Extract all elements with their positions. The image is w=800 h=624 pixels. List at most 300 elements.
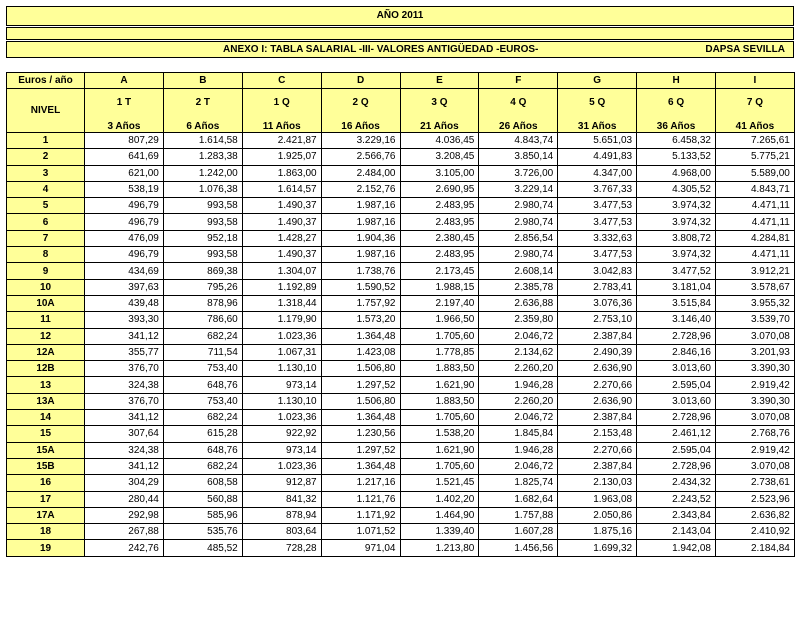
value-cell: 2.783,41 [558,279,637,295]
level-cell: 15B [7,458,85,474]
value-cell: 1.883,50 [400,393,479,409]
value-cell: 1.464,90 [400,507,479,523]
corner-label: Euros / año [7,73,85,89]
value-cell: 2.134,62 [479,344,558,360]
value-cell: 2.919,42 [716,377,795,393]
table-header [7,73,795,133]
value-cell: 2.636,82 [716,507,795,523]
value-cell: 1.130,10 [242,393,321,409]
value-cell: 4.968,00 [637,165,716,181]
column-letter: D [321,73,400,89]
value-cell: 1.705,60 [400,328,479,344]
column-code: 4 Q [479,89,558,117]
value-cell: 1.230,56 [321,426,400,442]
value-cell: 912,87 [242,475,321,491]
value-cell: 1.423,08 [321,344,400,360]
value-cell: 1.925,07 [242,149,321,165]
value-cell: 3.390,30 [716,361,795,377]
value-cell: 2.523,96 [716,491,795,507]
value-cell: 4.036,45 [400,133,479,149]
level-cell: 11 [7,312,85,328]
value-cell: 1.573,20 [321,312,400,328]
value-cell: 485,52 [163,540,242,556]
value-cell: 1.705,60 [400,410,479,426]
value-cell: 952,18 [163,230,242,246]
value-cell: 1.213,80 [400,540,479,556]
value-cell: 1.757,88 [479,507,558,523]
level-cell: 3 [7,165,85,181]
value-cell: 1.699,32 [558,540,637,556]
table-row [7,247,795,263]
level-cell: 8 [7,247,85,263]
value-cell: 711,54 [163,344,242,360]
value-cell: 3.578,67 [716,279,795,295]
value-cell: 2.483,95 [400,198,479,214]
value-cell: 2.380,45 [400,230,479,246]
value-cell: 1.490,37 [242,247,321,263]
value-cell: 2.566,76 [321,149,400,165]
value-cell: 1.428,27 [242,230,321,246]
value-cell: 3.208,45 [400,149,479,165]
level-cell: 18 [7,524,85,540]
value-cell: 3.808,72 [637,230,716,246]
column-code: 3 Q [400,89,479,117]
column-letter: I [716,73,795,89]
table-row [7,133,795,149]
value-cell: 1.621,90 [400,442,479,458]
value-cell: 2.768,76 [716,426,795,442]
value-cell: 3.850,14 [479,149,558,165]
value-cell: 1.130,10 [242,361,321,377]
value-cell: 1.538,20 [400,426,479,442]
value-cell: 1.607,28 [479,524,558,540]
value-cell: 2.483,95 [400,247,479,263]
table-row [7,263,795,279]
value-cell: 341,12 [85,458,164,474]
value-cell: 1.023,36 [242,328,321,344]
value-cell: 2.753,10 [558,312,637,328]
column-letter: A [85,73,164,89]
table-body [7,133,795,557]
value-cell: 1.614,57 [242,181,321,197]
column-years-row [7,116,795,133]
value-cell: 324,38 [85,377,164,393]
value-cell: 355,77 [85,344,164,360]
value-cell: 4.471,11 [716,247,795,263]
value-cell: 753,40 [163,361,242,377]
value-cell: 397,63 [85,279,164,295]
level-cell: 4 [7,181,85,197]
value-cell: 1.283,38 [163,149,242,165]
salary-table [6,72,795,557]
value-cell: 2.608,14 [479,263,558,279]
value-cell: 4.843,74 [479,133,558,149]
value-cell: 3.912,21 [716,263,795,279]
company-name: DAPSA SEVILLA [705,44,785,55]
table-row [7,165,795,181]
column-letter: G [558,73,637,89]
value-cell: 304,29 [85,475,164,491]
value-cell: 753,40 [163,393,242,409]
value-cell: 1.023,36 [242,458,321,474]
value-cell: 4.305,52 [637,181,716,197]
value-cell: 1.963,08 [558,491,637,507]
table-row [7,410,795,426]
value-cell: 434,69 [85,263,164,279]
value-cell: 993,58 [163,214,242,230]
value-cell: 2.490,39 [558,344,637,360]
value-cell: 2.243,52 [637,491,716,507]
value-cell: 993,58 [163,198,242,214]
value-cell: 6.458,32 [637,133,716,149]
value-cell: 1.987,16 [321,198,400,214]
value-cell: 878,96 [163,295,242,311]
table-row [7,442,795,458]
value-cell: 5.589,00 [716,165,795,181]
table-row [7,458,795,474]
value-cell: 1.825,74 [479,475,558,491]
value-cell: 4.347,00 [558,165,637,181]
table-row [7,149,795,165]
value-cell: 2.738,61 [716,475,795,491]
column-years: 6 Años [163,116,242,133]
value-cell: 1.456,56 [479,540,558,556]
column-letter: C [242,73,321,89]
value-cell: 621,00 [85,165,164,181]
value-cell: 1.757,92 [321,295,400,311]
table-row [7,361,795,377]
value-cell: 1.778,85 [400,344,479,360]
value-cell: 1.946,28 [479,442,558,458]
column-code: 2 T [163,89,242,117]
value-cell: 648,76 [163,442,242,458]
value-cell: 476,09 [85,230,164,246]
value-cell: 2.130,03 [558,475,637,491]
value-cell: 1.067,31 [242,344,321,360]
level-cell: 6 [7,214,85,230]
value-cell: 878,94 [242,507,321,523]
value-cell: 2.728,96 [637,328,716,344]
value-cell: 682,24 [163,458,242,474]
level-cell: 19 [7,540,85,556]
column-letter: F [479,73,558,89]
table-row [7,328,795,344]
year-title: AÑO 2011 [376,10,424,21]
column-years: 3 Años [85,116,164,133]
column-years: 31 Años [558,116,637,133]
value-cell: 1.121,76 [321,491,400,507]
value-cell: 3.070,08 [716,458,795,474]
value-cell: 5.775,21 [716,149,795,165]
column-letter: E [400,73,479,89]
value-cell: 3.229,16 [321,133,400,149]
value-cell: 3.767,33 [558,181,637,197]
level-cell: 1 [7,133,85,149]
table-row [7,524,795,540]
table-row [7,230,795,246]
value-cell: 1.506,80 [321,393,400,409]
value-cell: 3.076,36 [558,295,637,311]
value-cell: 1.946,28 [479,377,558,393]
value-cell: 3.013,60 [637,361,716,377]
table-row [7,198,795,214]
table-row [7,507,795,523]
value-cell: 2.483,95 [400,214,479,230]
value-cell: 1.297,52 [321,377,400,393]
table-row [7,312,795,328]
value-cell: 3.477,52 [637,263,716,279]
level-cell: 10 [7,279,85,295]
value-cell: 3.477,53 [558,198,637,214]
column-years: 11 Años [242,116,321,133]
value-cell: 2.197,40 [400,295,479,311]
value-cell: 2.184,84 [716,540,795,556]
value-cell: 2.387,84 [558,410,637,426]
table-subtitle: ANEXO I: TABLA SALARIAL -III- VALORES ANTIGÜEDAD -EUROS- [223,44,539,55]
value-cell: 807,29 [85,133,164,149]
value-cell: 439,48 [85,295,164,311]
value-cell: 1.682,64 [479,491,558,507]
value-cell: 585,96 [163,507,242,523]
value-cell: 292,98 [85,507,164,523]
value-cell: 1.217,16 [321,475,400,491]
value-cell: 4.491,83 [558,149,637,165]
level-cell: 10A [7,295,85,311]
value-cell: 3.974,32 [637,198,716,214]
value-cell: 1.614,58 [163,133,242,149]
value-cell: 3.013,60 [637,393,716,409]
value-cell: 2.728,96 [637,458,716,474]
value-cell: 1.590,52 [321,279,400,295]
value-cell: 341,12 [85,328,164,344]
value-cell: 2.595,04 [637,442,716,458]
value-cell: 2.270,66 [558,377,637,393]
value-cell: 648,76 [163,377,242,393]
level-cell: 12A [7,344,85,360]
value-cell: 2.636,88 [479,295,558,311]
value-cell: 3.181,04 [637,279,716,295]
value-cell: 786,60 [163,312,242,328]
value-cell: 1.297,52 [321,442,400,458]
table-row [7,295,795,311]
value-cell: 1.402,20 [400,491,479,507]
table-row [7,393,795,409]
value-cell: 2.484,00 [321,165,400,181]
column-years: 41 Años [716,116,795,133]
column-years: 36 Años [637,116,716,133]
value-cell: 2.046,72 [479,410,558,426]
level-cell: 12 [7,328,85,344]
value-cell: 973,14 [242,442,321,458]
table-row [7,214,795,230]
value-cell: 1.738,76 [321,263,400,279]
value-cell: 5.133,52 [637,149,716,165]
value-cell: 4.471,11 [716,214,795,230]
value-cell: 1.705,60 [400,458,479,474]
value-cell: 2.153,48 [558,426,637,442]
value-cell: 682,24 [163,410,242,426]
column-code: 2 Q [321,89,400,117]
value-cell: 2.636,90 [558,393,637,409]
value-cell: 803,64 [242,524,321,540]
value-cell: 2.260,20 [479,361,558,377]
value-cell: 1.987,16 [321,247,400,263]
value-cell: 496,79 [85,247,164,263]
value-cell: 4.471,11 [716,198,795,214]
value-cell: 3.955,32 [716,295,795,311]
value-cell: 2.434,32 [637,475,716,491]
value-cell: 3.229,14 [479,181,558,197]
value-cell: 2.919,42 [716,442,795,458]
value-cell: 1.339,40 [400,524,479,540]
level-cell: 13A [7,393,85,409]
value-cell: 1.966,50 [400,312,479,328]
value-cell: 1.023,36 [242,410,321,426]
value-cell: 971,04 [321,540,400,556]
value-cell: 1.490,37 [242,198,321,214]
value-cell: 2.173,45 [400,263,479,279]
value-cell: 1.490,37 [242,214,321,230]
value-cell: 3.974,32 [637,214,716,230]
value-cell: 1.192,89 [242,279,321,295]
table-row [7,377,795,393]
level-cell: 15 [7,426,85,442]
table-row [7,181,795,197]
column-code: 5 Q [558,89,637,117]
value-cell: 2.856,54 [479,230,558,246]
table-row [7,475,795,491]
value-cell: 267,88 [85,524,164,540]
value-cell: 1.988,15 [400,279,479,295]
value-cell: 538,19 [85,181,164,197]
value-cell: 1.875,16 [558,524,637,540]
level-cell: 12B [7,361,85,377]
value-cell: 3.477,53 [558,247,637,263]
value-cell: 2.728,96 [637,410,716,426]
value-cell: 973,14 [242,377,321,393]
value-cell: 3.105,00 [400,165,479,181]
value-cell: 1.987,16 [321,214,400,230]
value-cell: 376,70 [85,393,164,409]
value-cell: 1.318,44 [242,295,321,311]
value-cell: 1.071,52 [321,524,400,540]
value-cell: 496,79 [85,214,164,230]
value-cell: 1.506,80 [321,361,400,377]
subtitle-bar [6,41,794,58]
level-cell: 17A [7,507,85,523]
column-letter: H [637,73,716,89]
column-code: 1 Q [242,89,321,117]
value-cell: 341,12 [85,410,164,426]
value-cell: 7.265,61 [716,133,795,149]
column-years: 16 Años [321,116,400,133]
value-cell: 608,58 [163,475,242,491]
value-cell: 3.332,63 [558,230,637,246]
column-code-row [7,89,795,117]
spacer-bar [6,27,794,40]
column-code: 7 Q [716,89,795,117]
value-cell: 3.146,40 [637,312,716,328]
value-cell: 3.974,32 [637,247,716,263]
value-cell: 1.242,00 [163,165,242,181]
value-cell: 2.046,72 [479,458,558,474]
value-cell: 3.042,83 [558,263,637,279]
column-years: 26 Años [479,116,558,133]
value-cell: 1.863,00 [242,165,321,181]
value-cell: 922,92 [242,426,321,442]
value-cell: 2.421,87 [242,133,321,149]
value-cell: 2.143,04 [637,524,716,540]
level-cell: 17 [7,491,85,507]
value-cell: 1.942,08 [637,540,716,556]
value-cell: 2.461,12 [637,426,716,442]
value-cell: 2.359,80 [479,312,558,328]
value-cell: 641,69 [85,149,164,165]
value-cell: 1.364,48 [321,410,400,426]
value-cell: 1.171,92 [321,507,400,523]
value-cell: 1.621,90 [400,377,479,393]
nivel-label: NIVEL [7,89,85,133]
value-cell: 615,28 [163,426,242,442]
value-cell: 2.152,76 [321,181,400,197]
value-cell: 307,64 [85,426,164,442]
value-cell: 682,24 [163,328,242,344]
value-cell: 2.343,84 [637,507,716,523]
value-cell: 2.980,74 [479,247,558,263]
value-cell: 2.260,20 [479,393,558,409]
value-cell: 2.595,04 [637,377,716,393]
value-cell: 2.980,74 [479,214,558,230]
value-cell: 1.364,48 [321,328,400,344]
value-cell: 1.883,50 [400,361,479,377]
column-code: 1 T [85,89,164,117]
value-cell: 4.843,71 [716,181,795,197]
value-cell: 535,76 [163,524,242,540]
value-cell: 3.201,93 [716,344,795,360]
value-cell: 324,38 [85,442,164,458]
value-cell: 2.270,66 [558,442,637,458]
level-cell: 7 [7,230,85,246]
column-code: 6 Q [637,89,716,117]
level-cell: 2 [7,149,85,165]
value-cell: 3.390,30 [716,393,795,409]
column-letter: B [163,73,242,89]
value-cell: 795,26 [163,279,242,295]
value-cell: 1.521,45 [400,475,479,491]
value-cell: 1.179,90 [242,312,321,328]
value-cell: 393,30 [85,312,164,328]
value-cell: 1.845,84 [479,426,558,442]
value-cell: 3.515,84 [637,295,716,311]
level-cell: 5 [7,198,85,214]
level-cell: 16 [7,475,85,491]
value-cell: 2.387,84 [558,328,637,344]
value-cell: 869,38 [163,263,242,279]
value-cell: 728,28 [242,540,321,556]
value-cell: 3.539,70 [716,312,795,328]
value-cell: 2.410,92 [716,524,795,540]
value-cell: 2.636,90 [558,361,637,377]
value-cell: 2.046,72 [479,328,558,344]
value-cell: 1.304,07 [242,263,321,279]
column-letter-row [7,73,795,89]
value-cell: 3.726,00 [479,165,558,181]
value-cell: 993,58 [163,247,242,263]
value-cell: 3.070,08 [716,410,795,426]
value-cell: 2.980,74 [479,198,558,214]
table-row [7,279,795,295]
value-cell: 560,88 [163,491,242,507]
